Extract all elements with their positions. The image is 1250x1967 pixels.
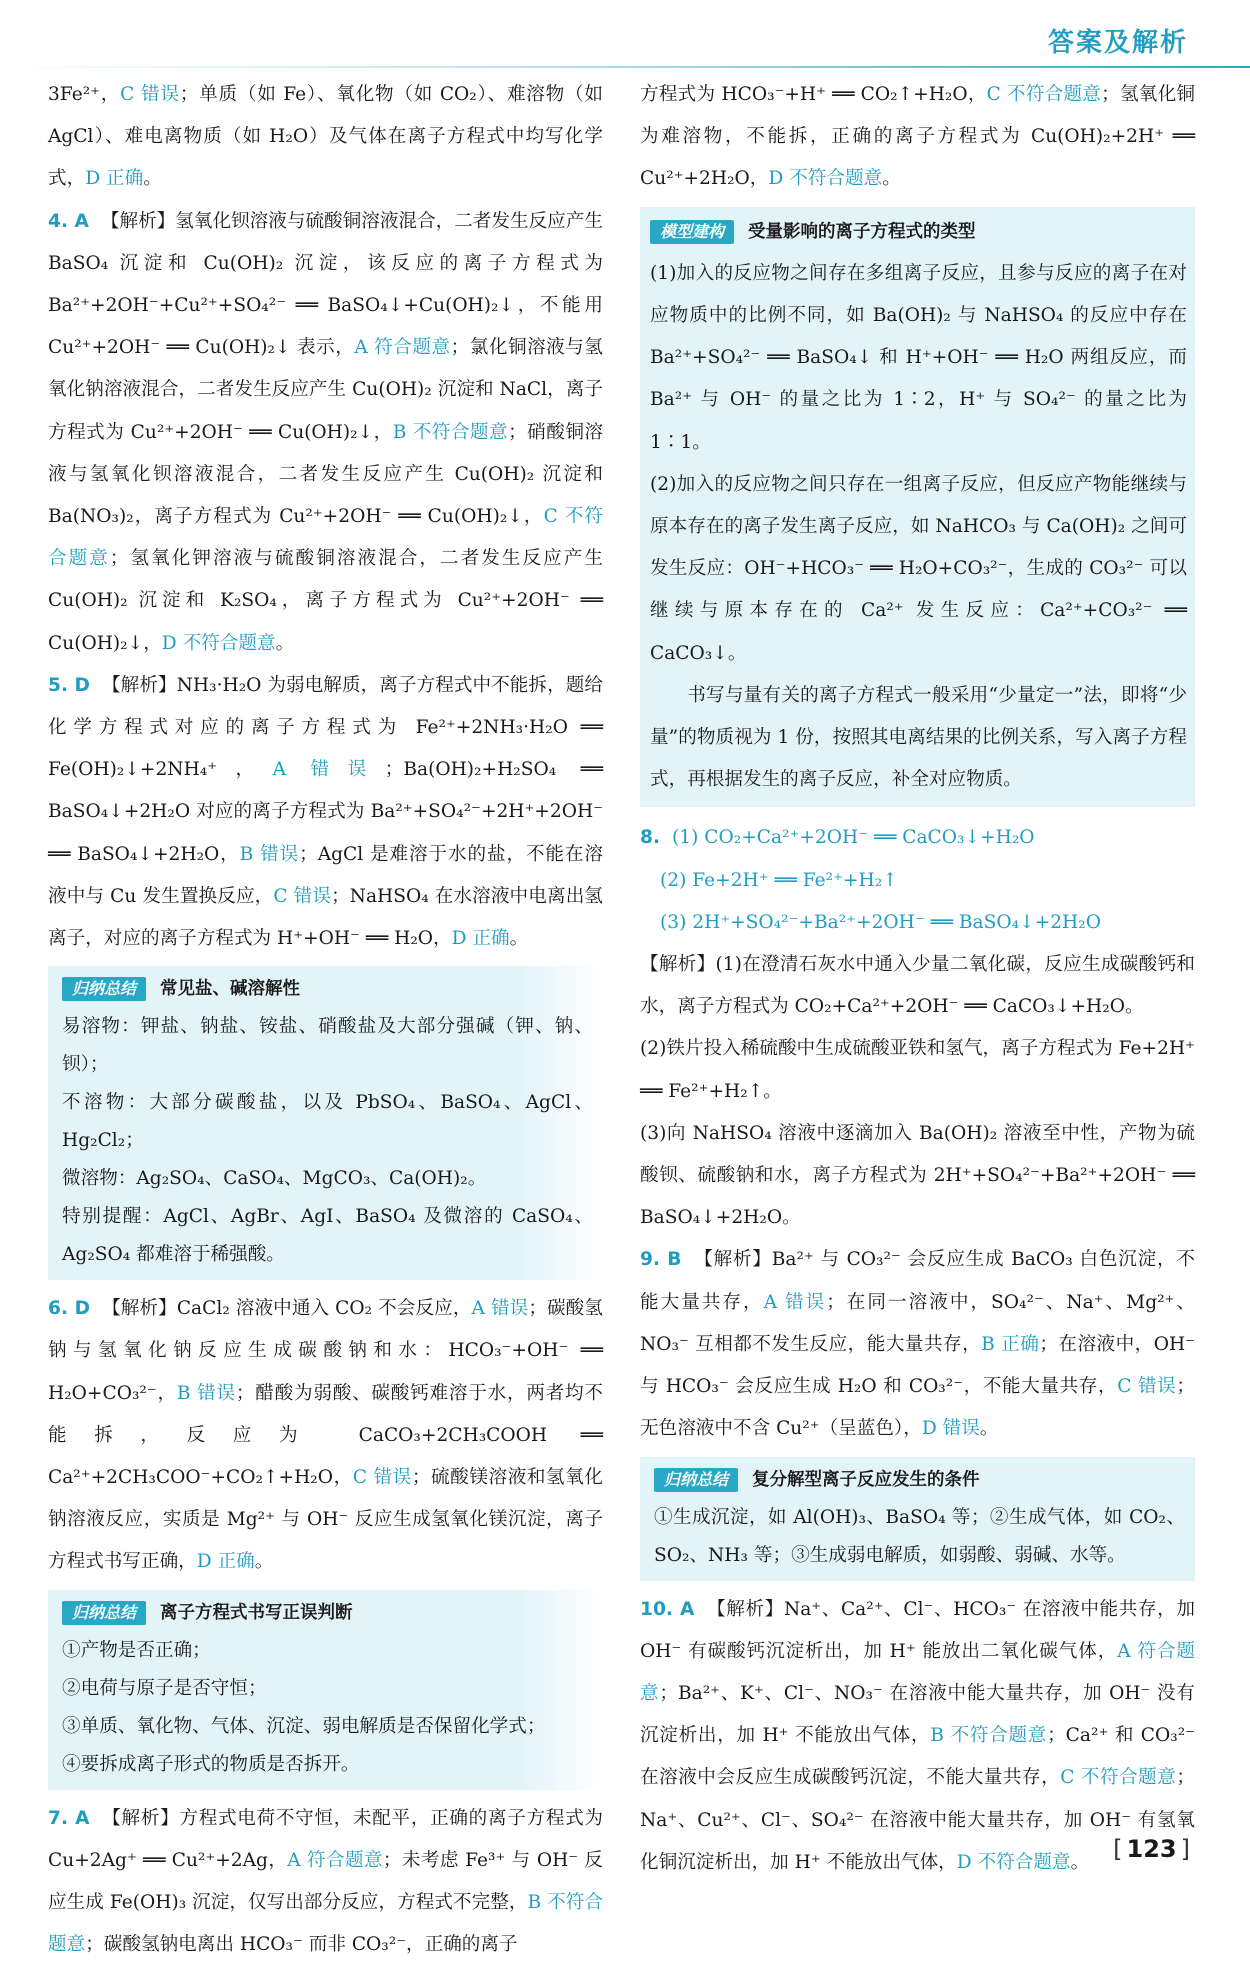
summary-badge: 归纳总结 [62, 1601, 146, 1625]
text: 。 [1070, 1851, 1090, 1873]
section-title: 答案及解析 [1047, 28, 1188, 58]
verdict: D 错误 [921, 1418, 980, 1440]
summary-line: 微溶物：Ag₂SO₄、CaSO₄、MgCO₃、Ca(OH)₂。 [62, 1168, 487, 1190]
verdict: B 不符合题意 [392, 421, 509, 443]
verdict: C 不符合题意 [1060, 1767, 1177, 1789]
text: ；醋酸为弱酸、碳酸钙难溶于水，两者均不能拆，反应为 CaCO₃+2CH₃COOH ══ Ca²⁺+2CH₃COO⁻+CO₂↑+H₂O， [48, 1382, 604, 1489]
page-number-value: 123 [1126, 1835, 1177, 1863]
verdict: A 符合题意 [287, 1849, 383, 1871]
text: (2)铁片投入稀硫酸中生成硫酸亚铁和氢气，离子方程式为 Fe+2H⁺ ══ Fe²⁺+H₂↑。 [640, 1038, 1195, 1102]
verdict: D 正确 [196, 1551, 255, 1573]
analysis-tag: 【解析】 [100, 210, 176, 232]
bracket: ] [1180, 1835, 1190, 1863]
text: 。 [979, 1418, 999, 1440]
text: ；在同一溶液中，SO₄²⁻、Na⁺、Mg²⁺、NO₃⁻ 互相都不发生反应，能大量共存， [640, 1291, 1195, 1355]
model-box [640, 207, 1195, 808]
verdict: A 错误 [471, 1298, 529, 1320]
answer-8 [640, 817, 1195, 1239]
text: ；Ca²⁺ 和 CO₃²⁻ 在溶液中会反应生成碳酸钙沉淀，不能大量共存， [640, 1725, 1195, 1789]
summary-title: 离子方程式书写正误判断 [160, 1602, 353, 1623]
header-rule [0, 66, 1250, 68]
answer-equation: (3) 2H⁺+SO₄²⁻+Ba²⁺+2OH⁻ ══ BaSO₄↓+2H₂O [660, 911, 1101, 933]
text: NH₃·H₂O 为弱电解质，离子方程式中不能拆，题给化学方程式对应的离子方程式为 Fe²⁺+2NH₃·H₂O ══ Fe(OH)₂↓+2NH₄⁺， [48, 674, 603, 781]
summary-line: 不溶物：大部分碳酸盐，以及 PbSO₄、BaSO₄、AgCl、Hg₂Cl₂； [62, 1092, 593, 1152]
model-title: 受量影响的离子方程式的类型 [748, 221, 976, 242]
verdict: B 错误 [176, 1382, 236, 1404]
verdict: D 不符合题意 [161, 632, 276, 654]
summary-title: 复分解型离子反应发生的条件 [752, 1469, 980, 1490]
verdict: C 不符合题意 [48, 506, 604, 570]
text: ；硫酸镁溶液和氢氧化钠溶液反应，实质是 Mg²⁺ 与 OH⁻ 反应生成氢氧化镁沉淀，离子方程式书写正确， [48, 1467, 603, 1573]
summary-line: 易溶物：钾盐、钠盐、铵盐、硝酸盐及大部分强碱（钾、钠、钡）； [62, 1016, 593, 1076]
text: ；AgCl 是难溶于水的盐，不能在溶液中与 Cu 发生置换反应， [48, 843, 603, 907]
text: ；未考虑 Fe³⁺ 与 OH⁻ 反应生成 Fe(OH)₃ 沉淀，仅写出部分反应，方程式不完整， [48, 1849, 603, 1914]
verdict: A 错误 [763, 1291, 827, 1313]
text: 。 [882, 168, 901, 190]
text: ；Na⁺、Cu²⁺、Cl⁻、SO₄²⁻ 在溶液中能大量共存，加 OH⁻ 有氢氧化铜沉淀析出，加 H⁺ 不能放出气体， [640, 1767, 1195, 1873]
analysis-tag: 【解析】 [102, 1298, 177, 1320]
answer-number: 6. D [48, 1298, 90, 1320]
verdict: B 正确 [981, 1333, 1040, 1355]
text: 方程式电荷不守恒，未配平，正确的离子方程式为 Cu+2Ag⁺ ══ Cu²⁺+2Ag， [48, 1807, 603, 1871]
answer-5 [48, 665, 603, 960]
text: ；NaHSO₄ 在水溶液中电离出氢离子，对应的离子方程式为 H⁺+OH⁻ ══ H₂O， [48, 885, 603, 950]
answer-6 [48, 1288, 603, 1583]
summary-line: ②电荷与原子是否守恒； [62, 1677, 267, 1699]
text: ；氢氧化钾溶液与硫酸铜溶液混合，二者发生反应产生 Cu(OH)₂ 沉淀和 K₂SO₄，离子方程式为 Cu²⁺+2OH⁻ ══ Cu(OH)₂↓， [48, 548, 603, 654]
text: CaCl₂ 溶液中通入 CO₂ 不会反应， [176, 1298, 472, 1320]
text: ；单质（如 Fe）、氧化物（如 CO₂）、难溶物（如 AgCl）、难电离物质（如 H₂O）及气体在离子方程式中均写化学式， [48, 84, 603, 190]
page-header [0, 0, 1250, 72]
text: ；碳酸氢钠电离出 HCO₃⁻ 而非 CO₃²⁻，正确的离子 [85, 1934, 518, 1956]
text: ；无色溶液中不含 Cu²⁺（呈蓝色）， [640, 1376, 1195, 1440]
text: 。 [254, 1551, 274, 1573]
summary-title: 常见盐、碱溶解性 [160, 979, 301, 1000]
answer-number: 8. [640, 827, 661, 849]
continued-text [640, 74, 1195, 201]
verdict: D 不符合题意 [768, 168, 883, 190]
text: ；Ba²⁺、K⁺、Cl⁻、NO₃⁻ 在溶液中能大量共存，加 OH⁻ 没有沉淀析出，加 H⁺ 不能放出气体， [640, 1682, 1195, 1747]
model-paragraph: (2)加入的反应物之间只存在一组离子反应，但反应产物能继续与原本存在的离子发生离子反应，如 NaHCO₃ 与 Ca(OH)₂ 之间可发生反应：OH⁻+HCO₃⁻ ══ H₂O+CO₃²⁻，生成的 CO₃²⁻ 可以继续与原本存在的 Ca²⁺ 发生反应：Ca²⁺+CO₃²⁻ ══ CaCO₃↓。 [650, 473, 1187, 664]
answer-number: 4. A [48, 210, 89, 232]
text: ；氯化铜溶液与氢氧化钠溶液混合，二者发生反应产生 Cu(OH)₂ 沉淀和 NaCl，离子方程式为 Cu²⁺+2OH⁻ ══ Cu(OH)₂↓， [48, 337, 603, 443]
model-paragraph: 书写与量有关的离子方程式一般采用“少量定一”法，即将“少量”的物质视为 1 份，按照其电离结果的比例关系，写入离子方程式，再根据发生的离子反应，补全对应物质。 [650, 684, 1187, 791]
answer-9 [640, 1239, 1195, 1450]
left-column [48, 74, 603, 1967]
summary-line: ④要拆成离子形式的物质是否拆开。 [62, 1753, 360, 1775]
text: ；氢氧化铜为难溶物，不能拆，正确的离子方程式为 Cu(OH)₂+2H⁺ ══ Cu²⁺+2H₂O， [640, 84, 1195, 190]
verdict: C 错误 [120, 84, 180, 105]
summary-line: ①产物是否正确； [62, 1639, 211, 1661]
summary-line: ③单质、氧化物、气体、沉淀、弱电解质是否保留化学式； [62, 1715, 546, 1737]
verdict: C 不符合题意 [986, 84, 1102, 105]
analysis-tag: 【解析】 [640, 954, 716, 976]
text: ；硝酸铜溶液与氢氧化钡溶液混合，二者发生反应产生 Cu(OH)₂ 沉淀和 Ba(NO₃)₂，离子方程式为 Cu²⁺+2OH⁻ ══ Cu(OH)₂↓， [48, 421, 603, 528]
answer-number: 10. A [640, 1598, 695, 1620]
text: 氢氧化钡溶液与硫酸铜溶液混合，二者发生反应产生 BaSO₄ 沉淀和 Cu(OH)₂ 沉淀，该反应的离子方程式为 Ba²⁺+2OH⁻+Cu²⁺+SO₄²⁻ ══ BaSO₄↓+Cu(OH)₂↓，不能用 Cu²⁺+2OH⁻ ══ Cu(OH)₂↓ 表示， [48, 210, 603, 359]
text: (1)在澄清石灰水中通入少量二氧化碳，反应生成碳酸钙和水，离子方程式为 CO₂+Ca²⁺+2OH⁻ ══ CaCO₃↓+H₂O。 [640, 954, 1195, 1018]
analysis-tag: 【解析】 [101, 1807, 180, 1829]
text: ；在溶液中，OH⁻ 与 HCO₃⁻ 会反应生成 H₂O 和 CO₃²⁻，不能大量共存， [640, 1333, 1195, 1398]
verdict: C 错误 [1117, 1376, 1177, 1398]
text: 。 [275, 632, 295, 654]
verdict: D 不符合题意 [956, 1851, 1071, 1873]
summary-box-solubility [48, 966, 603, 1280]
summary-badge: 归纳总结 [654, 1468, 738, 1492]
bracket: [ [1113, 1835, 1123, 1863]
answer-number: 5. D [48, 674, 90, 696]
verdict: B 不符合题意 [930, 1725, 1048, 1747]
summary-box-equation-check [48, 1590, 603, 1790]
verdict: A 符合题意 [354, 337, 451, 359]
verdict: A 符合题意 [640, 1640, 1195, 1704]
text: (3)向 NaHSO₄ 溶液中逐滴加入 Ba(OH)₂ 溶液至中性，产物为硫酸钡、硫酸钠和水，离子方程式为 2H⁺+SO₄²⁻+Ba²⁺+2OH⁻ ══ BaSO₄↓+2H₂O。 [640, 1122, 1195, 1229]
model-badge: 模型建构 [650, 220, 734, 244]
summary-line: ①生成沉淀，如 Al(OH)₃、BaSO₄ 等；②生成气体，如 CO₂、SO₂、NH₃ 等；③生成弱电解质，如弱酸、弱碱、水等。 [654, 1506, 1185, 1566]
summary-box-conditions [640, 1457, 1195, 1581]
analysis-tag: 【解析】 [101, 674, 177, 696]
text: ；碳酸氢钠与氢氧化钠反应生成碳酸钠和水：HCO₃⁻+OH⁻ ══ H₂O+CO₃²⁻， [48, 1298, 603, 1404]
continued-text [48, 74, 603, 201]
text: Ba²⁺ 与 CO₃²⁻ 会反应生成 BaCO₃ 白色沉淀，不能大量共存， [640, 1249, 1195, 1313]
analysis-tag: 【解析】 [693, 1249, 772, 1271]
model-paragraph: (1)加入的反应物之间存在多组离子反应，且参与反应的离子在对应物质中的比例不同，如 Ba(OH)₂ 与 NaHSO₄ 的反应中存在 Ba²⁺+SO₄²⁻ ══ BaSO₄↓ 和 H⁺+OH⁻ ══ H₂O 两组反应，而 Ba²⁺ 与 OH⁻ 的量之比为 1∶2，H⁺ 与 SO₄²⁻ 的量之比为 1∶1。 [650, 262, 1187, 453]
verdict: B 错误 [239, 843, 300, 865]
answer-number: 9. B [640, 1249, 682, 1271]
text: ；Ba(OH)₂+H₂SO₄ ══ BaSO₄↓+2H₂O 对应的离子方程式为 Ba²⁺+SO₄²⁻+2H⁺+2OH⁻ ══ BaSO₄↓+2H₂O， [48, 759, 603, 865]
summary-line: 特别提醒：AgCl、AgBr、AgI、BaSO₄ 及微溶的 CaSO₄、Ag₂SO₄ 都难溶于稀强酸。 [62, 1206, 593, 1266]
answer-number: 7. A [48, 1807, 90, 1829]
text: 。 [143, 168, 162, 190]
analysis-tag: 【解析】 [706, 1598, 784, 1620]
verdict: C 错误 [352, 1467, 412, 1489]
text: 3Fe²⁺， [48, 84, 121, 105]
text: 。 [509, 928, 529, 950]
text: Na⁺、Ca²⁺、Cl⁻、HCO₃⁻ 在溶液中能共存，加 OH⁻ 有碳酸钙沉淀析出，加 H⁺ 能放出二氧化碳气体， [640, 1598, 1195, 1662]
verdict: A 错误 [272, 759, 385, 781]
verdict: D 正确 [451, 928, 510, 950]
page-number [1109, 1835, 1194, 1863]
verdict: B 不符合题意 [48, 1892, 603, 1956]
verdict: C 错误 [273, 885, 332, 907]
verdict: D 正确 [85, 168, 144, 190]
answer-equation: (2) Fe+2H⁺ ══ Fe²⁺+H₂↑ [660, 869, 898, 891]
summary-badge: 归纳总结 [62, 977, 146, 1001]
answer-4 [48, 201, 603, 665]
right-column [640, 74, 1195, 1884]
answer-equation: (1) CO₂+Ca²⁺+2OH⁻ ══ CaCO₃↓+H₂O [672, 827, 1035, 849]
text: 方程式为 HCO₃⁻+H⁺ ══ CO₂↑+H₂O， [640, 84, 987, 105]
answer-7 [48, 1798, 603, 1967]
